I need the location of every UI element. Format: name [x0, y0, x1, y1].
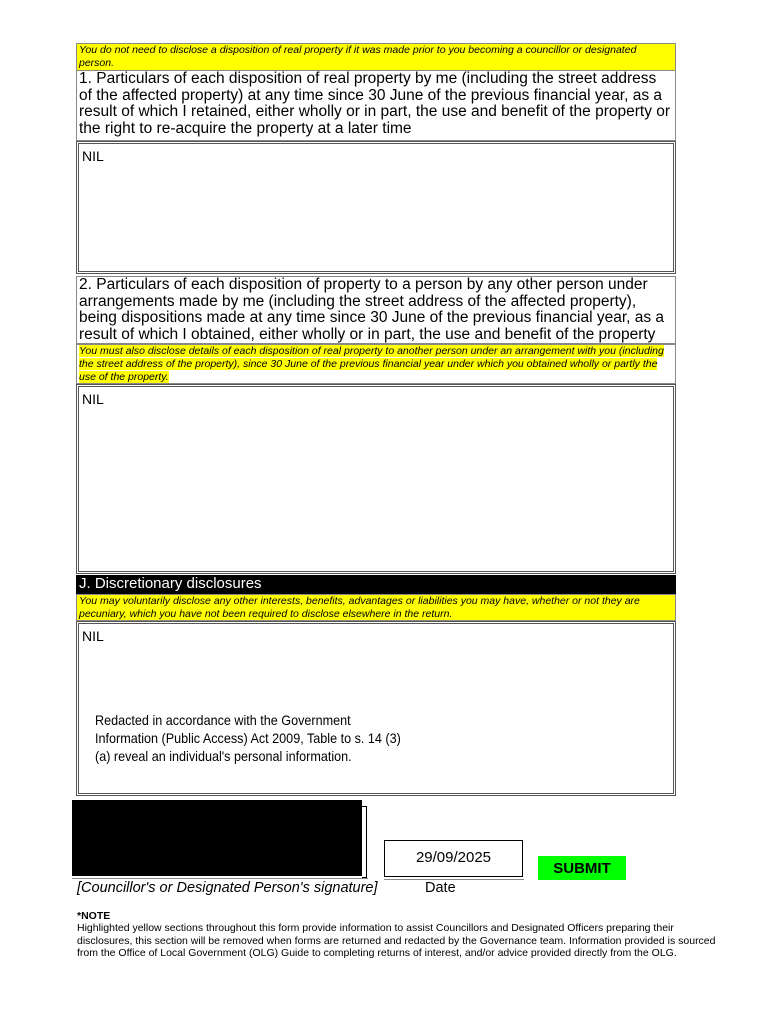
info-note-arrangement — [76, 344, 676, 384]
signature-bracket — [362, 806, 367, 878]
submit-button[interactable]: SUBMIT — [538, 856, 626, 880]
info-note-text: You must also disclose details of each disposition of real property to another person under an arrangement with you (including the street address of the property), since 30 June of the previous financial year under which you obtained wholly or partly the use of the property. — [79, 345, 664, 383]
signature-line — [72, 878, 368, 879]
section-j-heading: J. Discretionary disclosures — [76, 575, 676, 594]
question-2-field[interactable]: NIL — [76, 384, 676, 574]
question-2-label: 2. Particulars of each disposition of property to a person by any other person under arrangements made by me (including the street address of the affected property), being dispositions made at any time since 30 June of the previous financial year, as a result of which I obtained, either wholly or in part, the use and benefit of the property — [76, 276, 676, 344]
date-field[interactable]: 29/09/2025 — [384, 840, 523, 877]
signature-label: [Councillor's or Designated Person's signature] — [77, 880, 378, 896]
discretionary-field[interactable]: NIL — [76, 621, 676, 796]
footnote-title: *NOTE — [77, 910, 111, 922]
question-1-field[interactable]: NIL — [76, 141, 676, 274]
question-1-label: 1. Particulars of each disposition of real property by me (including the street address of the affected property) at any time since 30 June of the previous financial year, as a result of which I retained, either wholly or in part, the use and benefit of the property or the right to re-acquire the property at a later time — [76, 71, 676, 141]
footnote-text: Highlighted yellow sections throughout this form provide information to assist Councillors and Designated Officers preparing their disclosures, this section will be removed when forms are returned and redacted by the Governance team. Information provided is sourced from the Office of Local Government (OLG) Guide to completing returns of interest, and/or advice provided directly from the OLG. — [77, 922, 716, 959]
info-note-disposition: You do not need to disclose a disposition of real property if it was made prior to you becoming a councillor or designated person. — [76, 43, 676, 71]
date-label: Date — [425, 880, 456, 896]
redacted-signature — [72, 800, 362, 876]
info-note-discretionary: You may voluntarily disclose any other interests, benefits, advantages or liabilities you may have, whether or not they are pecuniary, which you have not been required to disclose elsewhere in the return. — [76, 594, 676, 621]
redaction-notice: Redacted in accordance with the Government Information (Public Access) Act 2009, Table to s. 14 (3) (a) reveal an individual's personal information. — [95, 712, 401, 764]
